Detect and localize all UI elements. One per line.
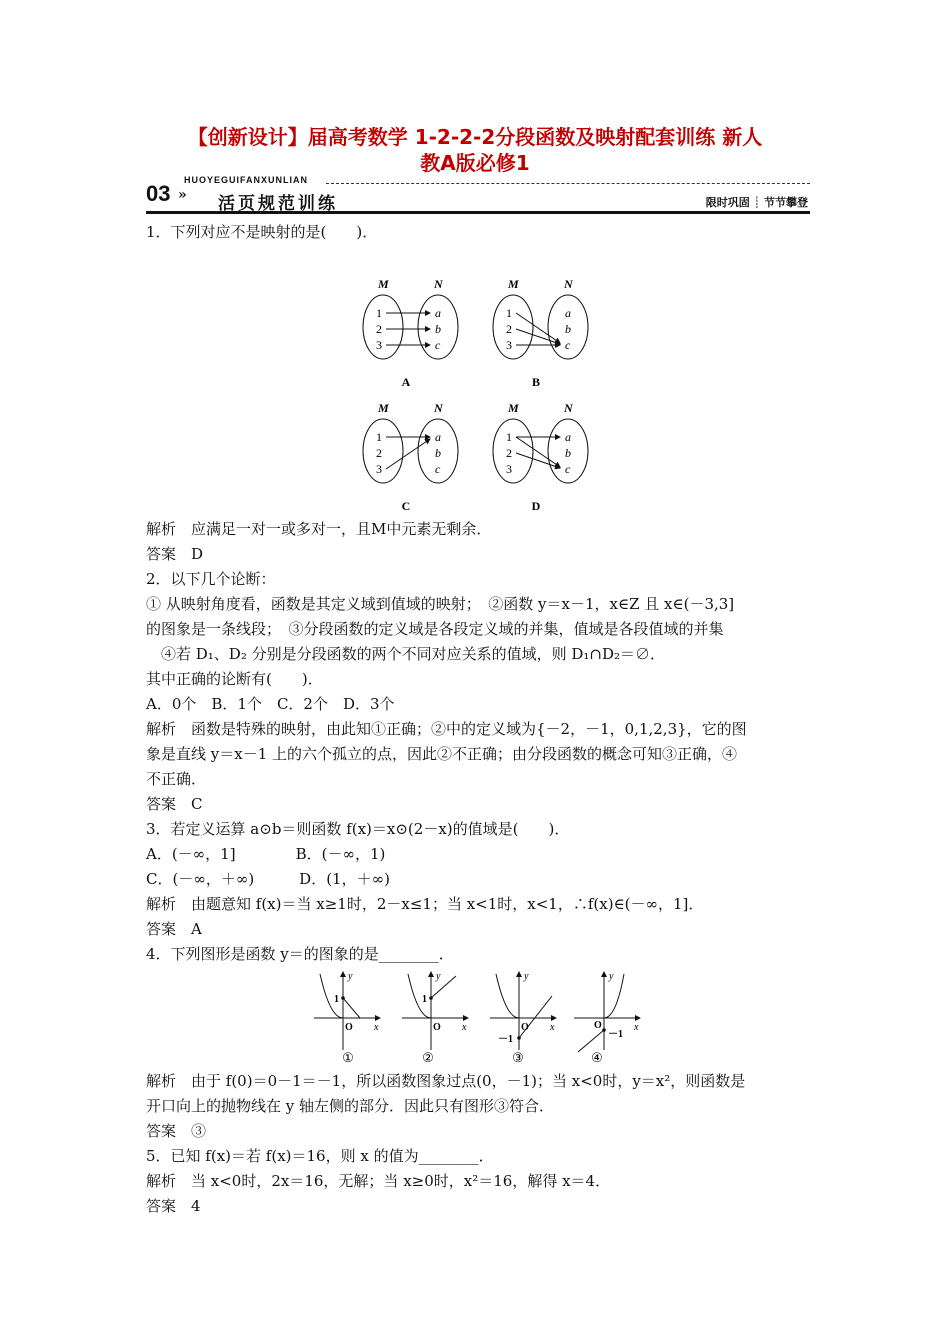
q2-question: 其中正确的论断有( )． (146, 670, 323, 688)
banner-number: 03 (146, 181, 171, 206)
q3-stem: 3．若定义运算 a⊙b＝则函数 f(x)＝x⊙(2－x)的值域是( )． (146, 820, 570, 838)
graph-4-y: y (609, 971, 614, 982)
diagram-a-m3: 3 (376, 338, 382, 352)
graph-2-x: x (462, 1022, 467, 1033)
diagram-c-na: a (435, 430, 441, 444)
title-line-1: 【创新设计】届高考数学 1-2-2-2分段函数及映射配套训练 新人 (187, 125, 763, 149)
diagram-a-right-label: N (434, 277, 443, 291)
graph-2-origin: O (433, 1022, 441, 1033)
q3-answer: 答案 A (146, 920, 202, 938)
banner-name: 活页规范训练 (218, 194, 338, 214)
diagram-b-m1: 1 (506, 306, 512, 320)
diagram-d-na: a (565, 430, 571, 444)
graph-2-tick: 1 (422, 994, 427, 1005)
graph-1-tick: 1 (334, 994, 339, 1005)
diagram-a-left-label: M (378, 277, 389, 291)
diagram-d-m3: 3 (506, 462, 512, 476)
graph-4-origin: O (594, 1020, 602, 1031)
diagram-b-m2: 2 (506, 322, 512, 336)
graph-4-tick: －1 (608, 1029, 623, 1040)
diagram-b (493, 277, 588, 389)
diagram-a-caption: A (401, 375, 411, 389)
q2-answer: 答案 C (146, 795, 203, 813)
banner-tag: 限时巩固 ┊ 节节攀登 (705, 196, 808, 209)
diagram-c-right-label: N (434, 401, 443, 415)
banner-pinyin: HUOYEGUIFANXUNLIAN (184, 175, 309, 185)
diagram-d (493, 401, 588, 512)
diagram-d-left-label: M (508, 401, 519, 415)
graph-3-y: y (524, 971, 529, 982)
diagram-d-m2: 2 (506, 446, 512, 460)
graph-2-y: y (436, 971, 441, 982)
graph-3-tick: －1 (498, 1034, 513, 1045)
diagram-a-set-m (363, 295, 403, 359)
diagram-b-nc: c (565, 338, 571, 352)
q4-stem: 4．下列图形是函数 y＝的图象的是________． (146, 945, 454, 963)
diagram-c-caption: C (401, 499, 411, 512)
diagram-a-nc: c (435, 338, 441, 352)
q4-analysis-1: 解析 由于 f(0)＝0－1＝－1，所以函数图象过点(0，－1)；当 x<0时，y＝x²，则函数是 (146, 1072, 746, 1090)
graph-2 (402, 971, 468, 1065)
q4-analysis-2: 开口向上的抛物线在 y 轴左侧的部分．因此只有图形③符合． (146, 1097, 555, 1115)
q4-answer: 答案 ③ (146, 1122, 207, 1140)
banner-dash-divider (326, 183, 810, 184)
diagram-c-left-label: M (378, 401, 389, 415)
q2-analysis-2: 象是直线 y＝x－1 上的六个孤立的点，因此②不正确；由分段函数的概念可知③正确，④ (146, 745, 738, 763)
diagram-c-nb: b (435, 446, 441, 460)
graph-2-label: ② (422, 1050, 434, 1065)
banner-rule (146, 211, 810, 214)
q1-stem: 1．下列对应不是映射的是( )． (146, 223, 378, 241)
q5-stem: 5．已知 f(x)＝若 f(x)＝16，则 x 的值为________． (146, 1147, 494, 1165)
diagram-d-nb: b (565, 446, 571, 460)
diagram-b-m3: 3 (506, 338, 512, 352)
diagram-c-m1: 1 (376, 430, 382, 444)
diagram-c-m3: 3 (376, 462, 382, 476)
diagram-a (363, 277, 458, 389)
graph-4-label: ④ (591, 1050, 603, 1065)
q1-diagrams (350, 272, 610, 512)
q3-options-ab: A．(－∞，1] B．(－∞，1) (146, 845, 386, 863)
q2-stem: 2．以下几个论断： (146, 570, 276, 588)
diagram-a-m1: 1 (376, 306, 382, 320)
q3-analysis: 解析 由题意知 f(x)＝当 x≥1时，2－x≤1；当 x<1时，x<1，∴f(x)∈(－∞，1]． (146, 895, 704, 913)
diagram-b-right-label: N (564, 277, 573, 291)
section-banner (146, 173, 810, 217)
diagram-a-m2: 2 (376, 322, 382, 336)
q4-graphs (310, 966, 650, 1066)
q2-analysis-1: 解析 函数是特殊的映射，由此知①正确；②中的定义域为{－2，－1，0,1,2,3}，它的图 (146, 720, 747, 738)
q5-analysis: 解析 当 x<0时，2x＝16，无解；当 x≥0时，x²＝16，解得 x＝4． (146, 1172, 611, 1190)
diagram-d-m1: 1 (506, 430, 512, 444)
diagram-d-caption: D (531, 499, 541, 512)
q5-answer: 答案 4 (146, 1197, 201, 1215)
diagram-c-set-m (363, 419, 403, 483)
diagram-a-na: a (435, 306, 441, 320)
diagram-c-m2: 2 (376, 446, 382, 460)
graph-1 (314, 971, 380, 1065)
graph-4 (574, 971, 640, 1065)
diagram-b-nb: b (565, 322, 571, 336)
graph-3-x: x (550, 1022, 555, 1033)
graph-1-y: y (348, 971, 353, 982)
diagram-c-nc: c (435, 462, 441, 476)
chevron-right-icon: » (178, 187, 187, 203)
q1-answer: 答案 D (146, 545, 204, 563)
graph-1-x: x (374, 1022, 379, 1033)
diagram-d-set-m (493, 419, 533, 483)
q2-analysis-3: 不正确． (146, 770, 207, 788)
diagram-c (363, 401, 458, 512)
title-line-2: 教A版必修1 (420, 151, 530, 175)
q3-options-cd: C．(－∞，＋∞) D．(1，＋∞) (146, 870, 390, 888)
q2-statement-4: ④若 D₁、D₂ 分别是分段函数的两个不同对应关系的值域，则 D₁∩D₂＝∅． (146, 645, 666, 663)
diagram-a-nb: b (435, 322, 441, 336)
diagram-b-na: a (565, 306, 571, 320)
diagram-b-caption: B (531, 375, 541, 389)
graph-4-x: x (634, 1022, 639, 1033)
document-title (0, 124, 950, 176)
diagram-b-set-m (493, 295, 533, 359)
diagram-d-right-label: N (564, 401, 573, 415)
q2-options: A．0个 B．1个 C．2个 D．3个 (146, 695, 395, 713)
diagram-d-nc: c (565, 462, 571, 476)
q2-statement-1: ① 从映射角度看，函数是其定义域到值域的映射； ②函数 y＝x－1，x∈Z 且 x∈(－3,3] (146, 595, 735, 613)
q2-statement-2: 的图象是一条线段； ③分段函数的定义域是各段定义域的并集，值域是各段值域的并集 (146, 620, 724, 638)
graph-3 (490, 971, 556, 1065)
graph-1-origin: O (345, 1022, 353, 1033)
q1-analysis: 解析 应满足一对一或多对一，且M中元素无剩余． (146, 520, 492, 538)
diagram-b-left-label: M (508, 277, 519, 291)
graph-3-label: ③ (512, 1050, 524, 1065)
graph-3-origin: O (521, 1022, 529, 1033)
graph-1-label: ① (342, 1050, 354, 1065)
